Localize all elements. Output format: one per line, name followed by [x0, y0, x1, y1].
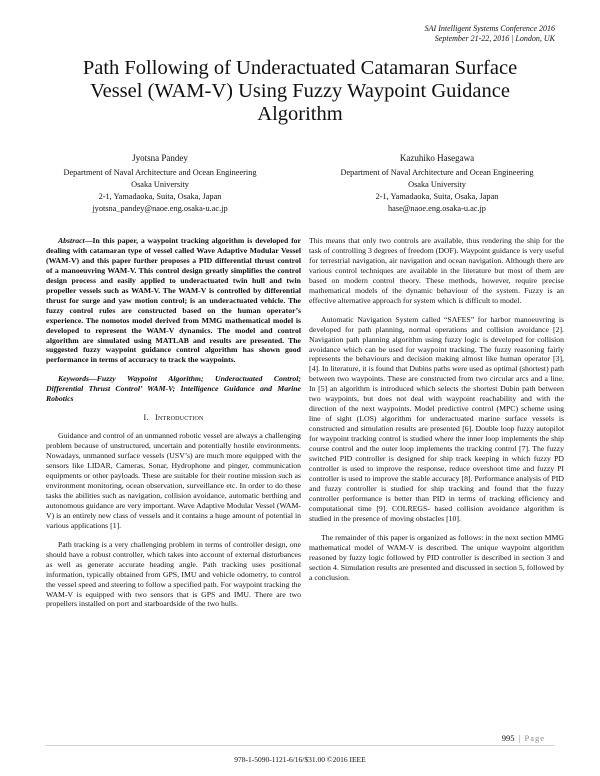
author-email[interactable]: jyotsna_pandey@naoe.eng.osaka-u.ac.jp [92, 204, 228, 213]
author-block-1 [35, 152, 285, 215]
abstract-label: Abstract [58, 236, 85, 245]
abstract-text: In this paper, a waypoint tracking algorithm is developed for dealing with catamaran type of vessel called Wave Adaptive Modular Vessel (WAM-V) and this paper further proposes a PID differential thrust control of a manoeuvring WAM-V. This control design greatly simplifies the control design process and easily applied to underactuated twin hull and twin propeller vessels such as WAM-V. The WAM-V is controlled by differential thrust for surge and yaw motion control; is an underactuated vehicle. The fuzzy control rules are constructed based on the human operator’s experience. The nomotos model derived from MMG mathematical model is developed to represent the WAM-V dynamics. The model and control algorithm are simulated using MATLAB and results are presented. The suggested fuzzy waypoint guidance control algorithm has shown good performance in terms of accuracy to track the waypoints. [46, 236, 301, 365]
footer-copyright: 978-1-5090-1121-6/16/$31.00 ©2016 IEEE [234, 755, 366, 764]
section-heading-introduction [46, 413, 301, 423]
section-number: I. [143, 413, 149, 423]
abstract [46, 236, 301, 365]
right-column [309, 236, 564, 591]
page-number-word: Page [524, 733, 545, 743]
author-university: Osaka University [131, 180, 189, 189]
author-block-2 [312, 152, 562, 215]
page-number-value: 995 [501, 733, 515, 743]
intro-paragraph-1: Guidance and control of an unmanned robotic vessel are always a challenging problem because of unstructured, uncertain and potentially hostile environments. Nowadays, unmanned surface vessels (USV’s) are much more equipped with the sensors like LIDAR, Cameras, Sonar, Hydrophone and pinger, communication equipments or other payloads. These are suitable for their routine mission such as environment monitoring, ocean observation, surveillance etc. In order to do these tasks the abilities such as navigation, collision avoidance, automatic berthing and autonomous guidance are very important. Wave Adaptive Modular Vessel (WAM-V) is an entirely new class of vessels and it contains a huge amount of potential in various applications [1]. [46, 431, 301, 530]
abstract-dash: — [84, 236, 93, 245]
author-department: Department of Naval Architecture and Ocean Engineering [63, 168, 257, 177]
title-line-1: Path Following of Underactuated Catamaran Surface [82, 57, 518, 79]
conference-name: SAI Intelligent Systems Conference 2016 [424, 24, 555, 33]
author-department: Department of Naval Architecture and Ocean Engineering [340, 168, 534, 177]
keywords-text: Fuzzy Waypoint Algorithm; Underactuated Control; Differential Thrust Control’ WAM-V; Intelligence Guidance and Marine Robotics [46, 374, 301, 404]
author-name: Kazuhiko Hasegawa [399, 153, 475, 163]
keywords-dash: — [89, 374, 97, 384]
author-university: Osaka University [408, 180, 466, 189]
intro-paragraph-3: This means that only two controls are available, thus rendering the ship for the task of controlling 3 degrees of freedom (DOF). Waypoint guidance is very useful for terrestrial navigation, air navigation and ocean navigation. Although there are various control techniques are available in the literature but most of them are based on modern control theory. These methods, however, require precise mathematical models of the dynamic behaviour of the system. Fuzzy is an effective alternative approach for system which is difficult to model. [309, 236, 564, 305]
author-name: Jyotsna Pandey [132, 153, 188, 163]
left-column [46, 236, 301, 618]
keywords [46, 374, 301, 404]
keywords-label: Keywords [58, 374, 89, 384]
page-number-separator: | [518, 733, 521, 743]
intro-paragraph-5: The remainder of this paper is organized as follows: in the next section MMG mathematical model of WAM-V is described. The unique waypoint algorithm reasoned by fuzzy logic followed by PID controller is described in section 3 and section 4. Simulation results are presented and discussed in section 5, followed by a conclusion. [309, 532, 564, 582]
footer-divider [45, 745, 555, 746]
section-title: Introduction [155, 413, 204, 423]
paper-title [30, 57, 570, 126]
title-line-3: Algorithm [257, 103, 343, 125]
intro-paragraph-2: Path tracking is a very challenging problem in terms of controller design, one should have a robust controller, which takes into account of external disturbances as well as generate accurate heading angle. Path tracking uses positional information, typically obtained from GPS, IMU and vehicle odometry, to control the vessel speed and steering to follow a specified path. For waypoint tracking the WAM-V is equipped with two sensors that is GPS and IMU. There are two propellers installed on port and starboardside of the two hulls. [46, 539, 301, 609]
page-number [502, 733, 545, 743]
author-address: 2-1, Yamadaoka, Suita, Osaka, Japan [375, 192, 499, 201]
author-address: 2-1, Yamadaoka, Suita, Osaka, Japan [98, 192, 222, 201]
intro-paragraph-4: Automatic Navigation System called “SAFES” for harbor manoeuvring is developed for path planning, normal operations and collision avoidance [2]. Navigation path planning algorithm using fuzzy logic is developed for collision avoidance which can be used for waypoint tracking. The fuzzy reasoning fairly represents the behaviours and decision making almost like human operator [3], [4]. In literature, it is found that Dubins paths were used as optimal (shortest) path between two waypoints. These are constructed from two circular arcs and a line. In [5] an algorithm is introduced which selects the shortest Dubin path between two waypoints, but does not deal with waypoint reachability and with the direction of the next waypoints. Model predictive control (MPC) scheme using line of sight (LOS) algorithm for underactuated marine surface vessels is constructed and simulation results are presented [6]. Double loop fuzzy autopilot for waypoint tracking control is studied where the inner loop implements the ship course control and the outer loop implements the tracking control [7]. The fuzzy switched PID controller is designed for ship track keeping in which fuzzy PD controller is used to improve the response, reduce overshoot time and fuzzy PI controller is used to improve the stable accuracy [8]. Performance analysis of PID and fuzzy controller is studied for ship tracking and found that the fuzzy controller performance is better than PID in terms of tracking efficiency and computational time [9]. COLREGS- based collision avoidance algorithm is studied in the presence of moving obstacles [10]. [309, 314, 564, 523]
title-line-2: Vessel (WAM-V) Using Fuzzy Waypoint Guidance [90, 80, 510, 102]
conference-date-place: September 21-22, 2016 | London, UK [434, 34, 555, 43]
conference-header [425, 24, 555, 44]
author-email[interactable]: hase@naoe.eng.osaka-u.ac.jp [388, 204, 486, 213]
